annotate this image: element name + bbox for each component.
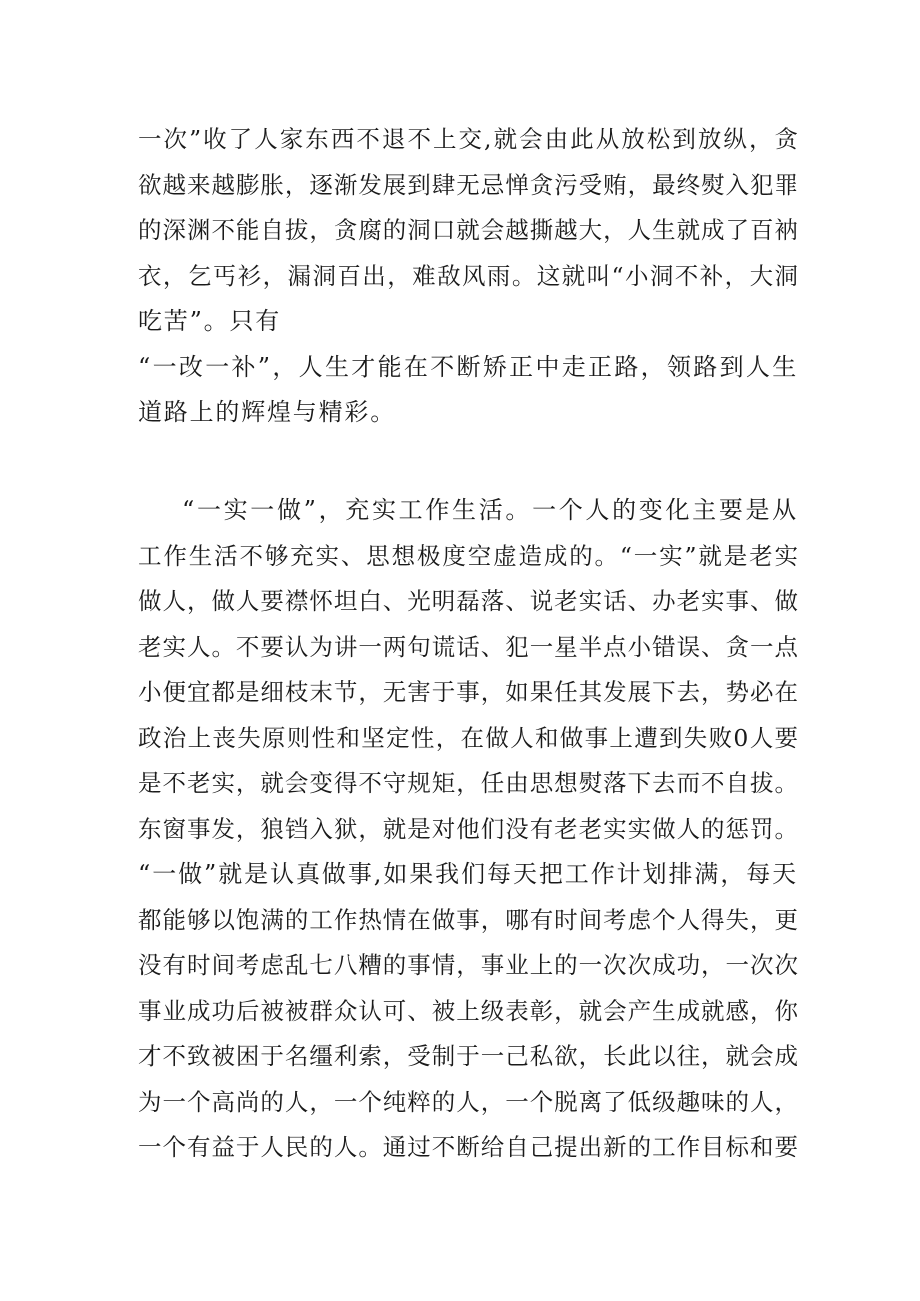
text-line: “一改一补”，人生才能在不断矫正中走正路，领路到人生 [138,352,798,381]
text-line: 做人，做人要襟怀坦白、光明磊落、说老实话、办老实事、做 [138,587,798,615]
text-line: 是不老实，就会变得不守规矩，任由思想熨落下去而不自拔。 [138,769,798,797]
text-line: 小便宜都是细枝末节，无害于事，如果任其发展下去，势必在 [138,678,798,706]
text-line: 吃苦”。只有 [138,307,282,335]
text-line: 东窗事发，狼铛入狱，就是对他们没有老老实实做人的惩罚。 [138,814,798,843]
text-line: 老实人。不要认为讲一两句谎话、犯一星半点小错误、贪一点 [138,632,798,661]
text-line: 欲越来越膨胀，逐渐发展到肆无忌惮贪污受贿，最终熨入犯罪 [138,170,798,199]
text-line: 的深渊不能自拔，贪腐的洞口就会越撕越大，人生就成了百衲 [138,216,798,244]
text-line: 一个有益于人民的人。通过不断给自己提出新的工作目标和要 [138,1133,798,1161]
text-line: “一实一做”，充实工作生活。一个人的变化主要是从 [182,496,798,524]
text-line: “一做”就是认真做事,如果我们每天把工作计划排满，每天 [138,860,798,888]
paragraph-2 [138,488,798,1171]
text-line: 事业成功后被被群众认可、被上级表彰，就会产生成就感，你 [138,996,798,1025]
text-line: 衣，乞丐衫，漏洞百出，难敌风雨。这就叫“小洞不补，大洞 [138,261,798,290]
text-line: 工作生活不够充实、思想极度空虚造成的。“一实”就是老实 [138,541,798,570]
text-line: 道路上的辉煌与精彩。 [138,398,396,426]
text-line: 才不致被困于名缰利索，受制于一己私欲，长此以往，就会成 [138,1042,798,1070]
text-line: 政治上丧失原则性和坚定性，在做人和做事上遭到失败0人要 [138,723,798,752]
text-line: 没有时间考虑乱七八糟的事情，事业上的一次次成功，一次次 [138,951,798,979]
text-line: 一次”收了人家东西不退不上交,就会由此从放松到放纵，贪 [138,125,798,153]
text-line: 都能够以饱满的工作热情在做事，哪有时间考虑个人得失，更 [138,905,798,934]
text-line: 为一个高尚的人，一个纯粹的人，一个脱离了低级趣味的人， [138,1087,798,1116]
paragraph-1 [138,117,798,436]
